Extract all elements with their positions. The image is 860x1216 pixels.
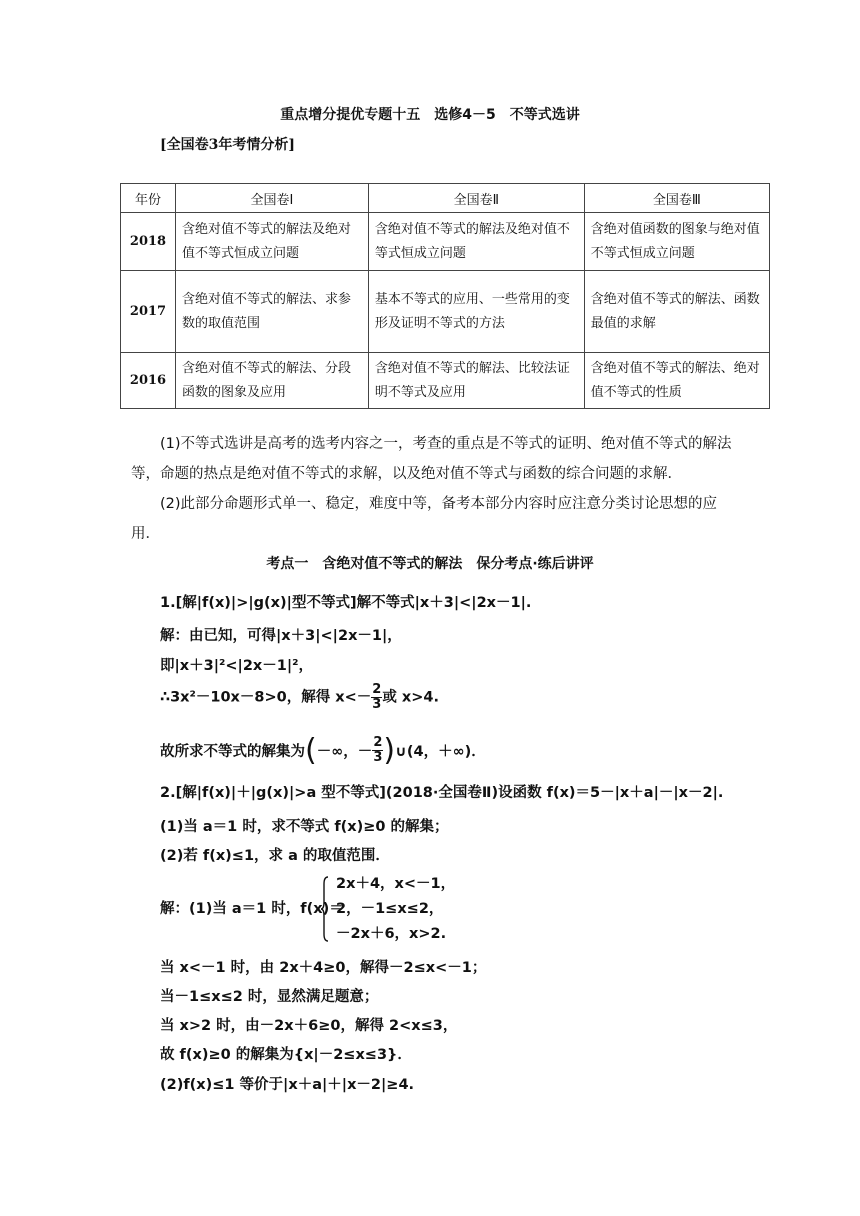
solution-text: 或 x>4. (382, 689, 439, 706)
question-part: (2)若 f(x)≤1，求 a 的取值范围． (160, 848, 390, 864)
header-year: 年份 (121, 184, 176, 213)
question-part: (1)当 a＝1 时，求不等式 f(x)≥0 的解集； (160, 819, 449, 835)
intro-paragraph-1: (1)不等式选讲是高考的选考内容之一，考查的重点是不等式的证明、绝对值不等式的解法等，命题的热点是绝对值不等式的求解，以及绝对值不等式与函数的综合问题的求解． (131, 436, 732, 482)
header-paper2: 全国卷Ⅱ (368, 184, 584, 213)
section-subtitle: [全国卷3年考情分析] (160, 137, 295, 153)
solution-line: 当 x>2 时，由－2x＋6≥0，解得 2<x≤3， (160, 1018, 458, 1034)
fraction (371, 683, 382, 712)
solution-line: 当 x<－1 时，由 2x＋4≥0，解得－2≤x<－1； (160, 960, 487, 976)
exam-analysis-table (120, 183, 770, 409)
cell: 含绝对值函数的图象与绝对值不等式恒成立问题 (584, 213, 769, 271)
table-row (121, 271, 770, 353)
cell: 基本不等式的应用、一些常用的变形及证明不等式的方法 (368, 271, 584, 353)
solution-line: 故 f(x)≥0 的解集为{x|－2≤x≤3}． (160, 1047, 412, 1063)
solution-line: (2)f(x)≤1 等价于|x＋a|＋|x－2|≥4. (160, 1077, 415, 1093)
cell: 含绝对值不等式的解法、分段函数的图象及应用 (176, 353, 369, 409)
cell: 含绝对值不等式的解法及绝对值不等式恒成立问题 (176, 213, 369, 271)
case-line: －2x＋6，x>2. (336, 926, 447, 942)
denominator: 3 (372, 697, 382, 712)
topic-heading: 考点一 含绝对值不等式的解法 保分考点·练后讲评 (266, 556, 594, 572)
piecewise-cases (336, 872, 455, 947)
piecewise-lead: 解：(1)当 a＝1 时，f(x)＝ (160, 901, 344, 917)
intro-text (131, 429, 741, 549)
solution-line: 当－1≤x≤2 时，显然满足题意； (160, 989, 379, 1005)
row-year: 2017 (121, 271, 176, 353)
denominator: 3 (373, 750, 383, 765)
curly-brace-icon (321, 876, 329, 942)
numerator: 2 (373, 735, 383, 750)
left-paren: ( (305, 733, 317, 768)
cell: 含绝对值不等式的解法、比较法证明不等式及应用 (368, 353, 584, 409)
solution-text: 故所求不等式的解集为 (160, 744, 305, 760)
table-header-row (121, 184, 770, 213)
table-row (121, 353, 770, 409)
case-line: 2，－1≤x≤2， (336, 901, 444, 917)
cell: 含绝对值不等式的解法、绝对值不等式的性质 (584, 353, 769, 409)
header-paper3: 全国卷Ⅲ (584, 184, 769, 213)
interval-text: －∞，－ (316, 744, 373, 760)
intro-paragraph-2: (2)此部分命题形式单一、稳定，难度中等，备考本部分内容时应注意分类讨论思想的应用． (131, 496, 718, 542)
solution-line (160, 733, 486, 768)
cell: 含绝对值不等式的解法、求参数的取值范围 (176, 271, 369, 353)
fraction (372, 736, 383, 765)
table-row (121, 213, 770, 271)
case-line: 2x＋4，x<－1， (336, 876, 456, 892)
numerator: 2 (372, 682, 382, 697)
solution-text: ∴3x²－10x－8>0，解得 x<－ (160, 689, 372, 706)
question-1: 1.[解|f(x)|>|g(x)|型不等式]解不等式|x＋3|<|2x－1|. (160, 595, 532, 611)
cell: 含绝对值不等式的解法、函数最值的求解 (584, 271, 769, 353)
right-paren: ) (383, 733, 396, 768)
question-2: 2.[解|f(x)|＋|g(x)|>a 型不等式](2018·全国卷Ⅱ)设函数 f(x)＝5－|x＋a|－|x－2|. (160, 785, 724, 801)
cell: 含绝对值不等式的解法及绝对值不等式恒成立问题 (368, 213, 584, 271)
page-title: 重点增分提优专题十五 选修4－5 不等式选讲 (280, 107, 580, 123)
row-year: 2016 (121, 353, 176, 409)
row-year: 2018 (121, 213, 176, 271)
solution-line: 即|x＋3|²<|2x－1|²， (160, 658, 314, 674)
solution-line (160, 683, 439, 712)
header-paper1: 全国卷Ⅰ (176, 184, 369, 213)
solution-line: 解：由已知，可得|x＋3|<|2x－1|， (160, 628, 402, 644)
solution-text: ∪(4，＋∞)． (395, 744, 486, 760)
